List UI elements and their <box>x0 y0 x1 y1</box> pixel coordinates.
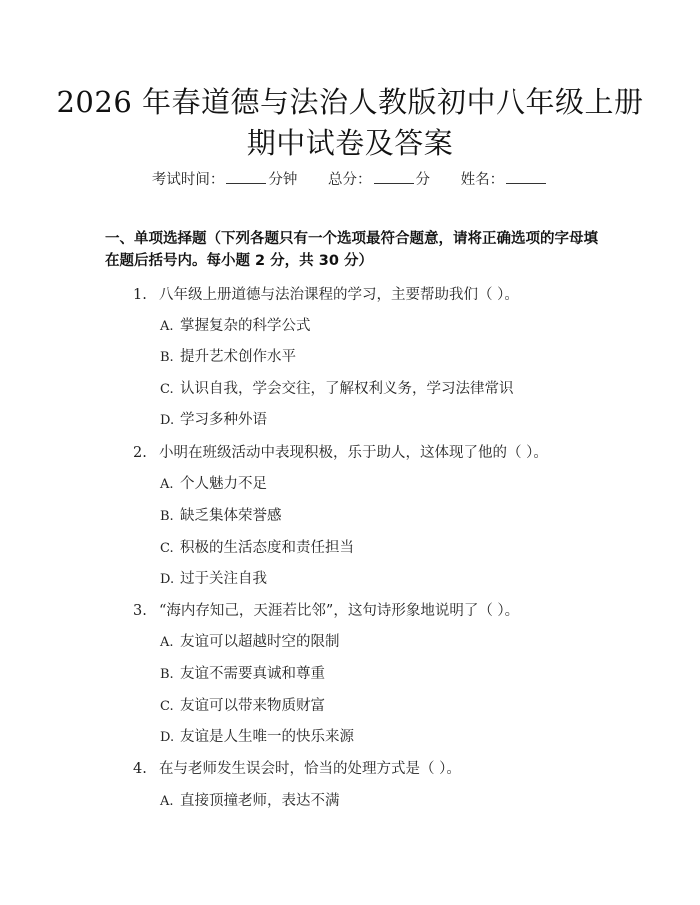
option-letter: C. <box>160 699 174 714</box>
page-title-line1: 2026 年春道德与法治人教版初中八年级上册 <box>56 85 644 119</box>
option-text: 友谊可以带来物质财富 <box>180 698 325 714</box>
option-text: 认识自我，学会交往，了解权利义务，学习法律常识 <box>180 381 514 397</box>
question-3-option-b <box>160 662 325 683</box>
question-4 <box>133 757 613 778</box>
question-stem: 在与老师发生误会时，恰当的处理方式是（ ）。 <box>159 761 461 777</box>
option-text: 友谊可以超越时空的限制 <box>180 634 340 650</box>
option-text: 友谊是人生唯一的快乐来源 <box>180 729 354 745</box>
option-letter: B. <box>160 509 174 524</box>
question-4-option-a <box>160 789 340 810</box>
exam-time-unit: 分钟 <box>268 172 298 188</box>
exam-time-blank <box>226 169 266 184</box>
question-1 <box>133 283 613 304</box>
question-number: 2. <box>133 445 147 461</box>
option-letter: A. <box>160 794 174 809</box>
student-name-blank <box>506 169 546 184</box>
option-letter: D. <box>160 413 175 428</box>
option-letter: B. <box>160 350 174 365</box>
question-number: 1. <box>133 287 147 303</box>
question-3 <box>133 599 613 620</box>
option-text: 积极的生活态度和责任担当 <box>180 540 354 556</box>
total-score-field <box>328 168 430 189</box>
option-text: 掌握复杂的科学公式 <box>180 318 311 334</box>
option-letter: D. <box>160 730 175 745</box>
question-2 <box>133 441 613 462</box>
question-2-option-d <box>160 567 267 588</box>
total-score-label: 总分： <box>328 172 372 188</box>
question-1-option-b <box>160 345 296 366</box>
question-1-option-d <box>160 408 267 429</box>
exam-time-field <box>152 168 298 189</box>
exam-time-label: 考试时间： <box>151 172 225 188</box>
option-text: 缺乏集体荣誉感 <box>180 508 282 524</box>
question-stem: 小明在班级活动中表现积极，乐于助人，这体现了他的（ ）。 <box>159 445 548 461</box>
option-letter: B. <box>160 667 174 682</box>
total-score-blank <box>374 169 414 184</box>
option-text: 友谊不需要真诚和尊重 <box>180 666 325 682</box>
question-stem: 八年级上册道德与法治课程的学习，主要帮助我们（ ）。 <box>159 287 519 303</box>
option-text: 学习多种外语 <box>180 412 267 428</box>
question-3-option-c <box>160 694 325 715</box>
option-text: 过于关注自我 <box>180 571 267 587</box>
option-letter: A. <box>160 477 174 492</box>
question-3-option-d <box>160 725 354 746</box>
page-title-line2: 期中试卷及答案 <box>246 126 454 160</box>
exam-info-row <box>0 168 700 189</box>
question-2-option-b <box>160 504 282 525</box>
question-1-option-c <box>160 377 514 398</box>
option-letter: D. <box>160 572 175 587</box>
option-text: 直接顶撞老师，表达不满 <box>180 793 340 809</box>
question-2-option-a <box>160 472 267 493</box>
option-letter: A. <box>160 319 174 334</box>
option-letter: C. <box>160 541 174 556</box>
question-3-option-a <box>160 630 340 651</box>
option-text: 提升艺术创作水平 <box>180 349 296 365</box>
question-number: 4. <box>133 761 147 777</box>
option-letter: A. <box>160 635 174 650</box>
option-letter: C. <box>160 382 174 397</box>
question-1-option-a <box>160 314 311 335</box>
student-name-field <box>461 168 549 189</box>
question-number: 3. <box>133 603 147 619</box>
section-heading-single-choice: 一、单项选择题（下列各题只有一个选项最符合题意，请将正确选项的字母填在题后括号内。每小题 2 分，共 30 分） <box>105 231 598 269</box>
option-text: 个人魅力不足 <box>180 476 267 492</box>
question-2-option-c <box>160 536 354 557</box>
total-score-unit: 分 <box>415 172 430 188</box>
student-name-label: 姓名： <box>460 172 505 188</box>
question-stem: “海内存知己，天涯若比邻”，这句诗形象地说明了（ ）。 <box>159 603 520 619</box>
